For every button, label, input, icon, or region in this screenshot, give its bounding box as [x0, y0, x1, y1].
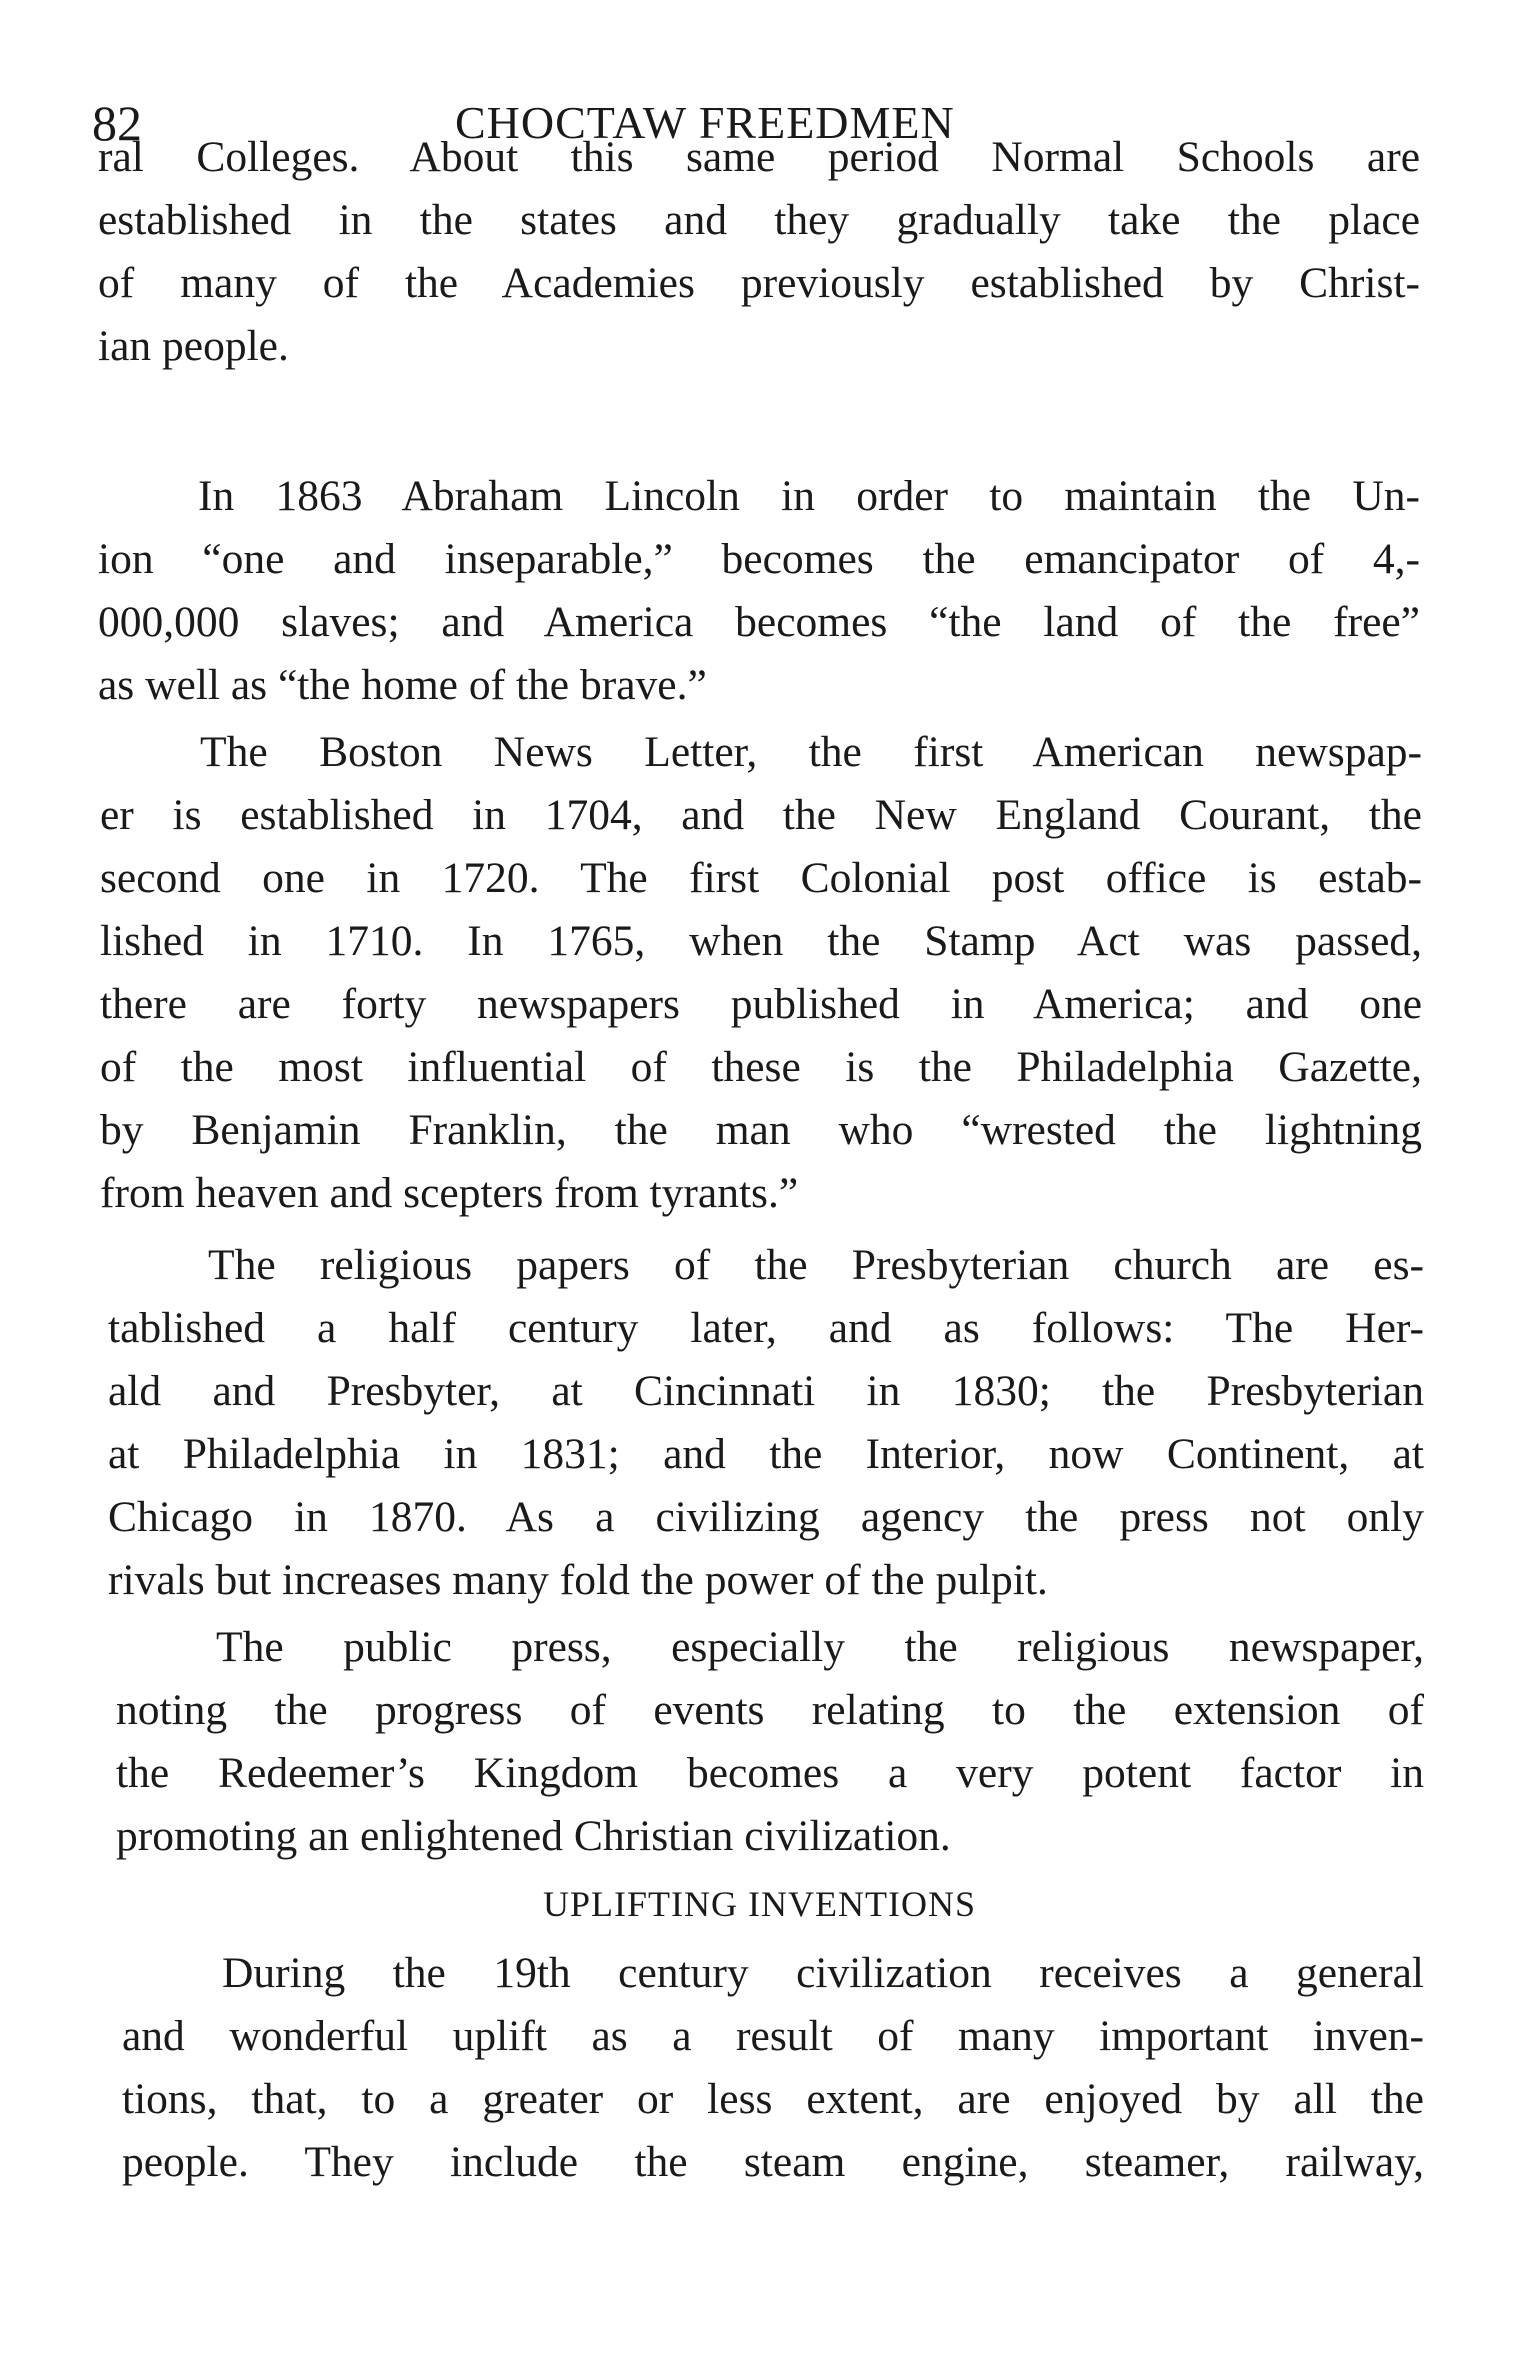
text-line: The public press, especially the religious newspaper,	[216, 1623, 1424, 1671]
text-line: tions, that, to a greater or less extent, are enjoyed by all the	[122, 2075, 1424, 2123]
page-number: 82	[92, 95, 142, 151]
text-line: ion “one and inseparable,” becomes the emancipator of 4,-	[98, 535, 1420, 583]
text-line: the Redeemer’s Kingdom becomes a very potent factor in	[116, 1749, 1424, 1797]
text-line: by Benjamin Franklin, the man who “wrested the lightning	[100, 1106, 1422, 1154]
text-line: there are forty newspapers published in America; and one	[100, 980, 1422, 1028]
text-line: from heaven and scepters from tyrants.”	[100, 1169, 799, 1217]
paragraph-1	[98, 126, 1420, 378]
section-heading: UPLIFTING INVENTIONS	[543, 1884, 976, 1924]
text-line: of many of the Academies previously established by Christ-	[98, 259, 1420, 307]
paragraph-4	[108, 1234, 1424, 1612]
text-line: tablished a half century later, and as follows: The Her-	[108, 1304, 1424, 1352]
text-line: er is established in 1704, and the New England Courant, the	[100, 791, 1422, 839]
text-line: established in the states and they gradually take the place	[98, 196, 1420, 244]
text-line: at Philadelphia in 1831; and the Interior, now Continent, at	[108, 1430, 1424, 1478]
text-line: The Boston News Letter, the first American newspap-	[200, 728, 1422, 776]
paragraph-2	[98, 465, 1420, 717]
text-line: people. They include the steam engine, steamer, railway,	[122, 2138, 1424, 2186]
paragraph-3	[100, 721, 1422, 1225]
text-line: Chicago in 1870. As a civilizing agency the press not only	[108, 1493, 1424, 1541]
text-line: 000,000 slaves; and America becomes “the land of the free”	[98, 598, 1420, 646]
section-paragraph	[122, 1942, 1424, 2194]
text-line: as well as “the home of the brave.”	[98, 661, 707, 709]
text-line: of the most influential of these is the Philadelphia Gazette,	[100, 1043, 1422, 1091]
text-line: lished in 1710. In 1765, when the Stamp Act was passed,	[100, 917, 1422, 965]
text-line: and wonderful uplift as a result of many important inven-	[122, 2012, 1424, 2060]
running-title: CHOCTAW FREEDMEN	[455, 97, 955, 148]
text-line: second one in 1720. The first Colonial post office is estab-	[100, 854, 1422, 902]
text-line: During the 19th century civilization receives a general	[222, 1949, 1424, 1997]
text-line: ald and Presbyter, at Cincinnati in 1830; the Presbyterian	[108, 1367, 1424, 1415]
text-line: The religious papers of the Presbyterian church are es-	[208, 1241, 1424, 1289]
text-line: noting the progress of events relating to the extension of	[116, 1686, 1424, 1734]
text-line: promoting an enlightened Christian civilization.	[116, 1812, 951, 1860]
text-line: In 1863 Abraham Lincoln in order to maintain the Un-	[198, 472, 1420, 520]
text-line: rivals but increases many fold the power of the pulpit.	[108, 1556, 1048, 1604]
text-line: ral Colleges. About this same period Normal Schools are	[98, 133, 1420, 181]
paragraph-5	[116, 1616, 1424, 1868]
text-line: ian people.	[98, 322, 289, 370]
